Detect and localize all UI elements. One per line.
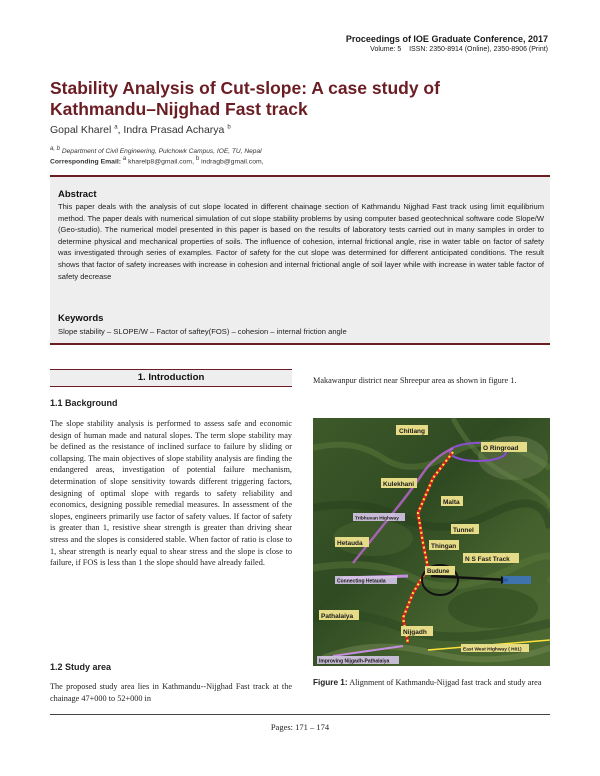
- abstract-box: [50, 175, 550, 345]
- email-sup-b: b: [195, 156, 200, 162]
- corresponding-email: Corresponding Email: $^a$ kharelp8@gmail.com, $^b$ indragb@gmail.com,: [50, 156, 264, 166]
- label-thingan: Thingan: [431, 543, 457, 550]
- title-line-1: Stability Analysis of Cut-slope: A case study of: [50, 78, 440, 98]
- label-tunnel: Tunnel: [453, 527, 474, 534]
- label-improving-road: Improving Nijgadh-Pathalaiya: [319, 658, 390, 665]
- figure-label: Figure 1:: [313, 678, 348, 687]
- paper-title: [50, 78, 550, 120]
- background-paragraph: The slope stability analysis is performed to assess safe and economic design of human made and natural slopes. The term slope stability may be defined as the resistance of inclined surface to failure by sliding or collapsing. The main objectives of slope stability analysis are finding the endangered areas, investigation of potential failure mechanism, determination of slope sensitivity towards different triggering factors, designing of optimal slope with regards to safety reliability and economics, designing possible remedial measures. In assessment of the slopes, engineers primarily use factor of safety values. If factor of safety is greater than 1, resistive shear strength is greater than driving shear stress and the slopes is considered stable. When factor of ratio is close to 1, shear strength is nearly equal to shear stress and the slope is close to failure, if FOS is less than 1 the slope should have already failed.: [50, 419, 292, 568]
- email-address-a[interactable]: kharelp8@gmail.com,: [128, 158, 194, 166]
- affiliation-sup: a, b: [50, 146, 61, 152]
- label-malta: Malta: [443, 499, 460, 506]
- volume: Volume: 5: [370, 46, 402, 53]
- label-east-west-highway: East West Highway ( H01): [463, 647, 522, 653]
- figure-caption-text: Alignment of Kathmandu-Nijgad fast track and study area: [349, 678, 542, 687]
- email-label: Corresponding Email: [50, 158, 119, 166]
- volume-issn: [346, 45, 548, 54]
- author-1-sup: a: [114, 124, 118, 131]
- column2-paragraph: Makawanpur district near Shreepur area as shown in figure 1.: [313, 376, 517, 385]
- author-2: Indra Prasad Acharya: [123, 124, 225, 136]
- study-area-paragraph: The proposed study area lies in Kathmandu--Nijghad Fast track at the chainage 47+000 to 52+000 in: [50, 682, 292, 703]
- keywords-text: Slope stability – SLOPE/W – Factor of saftey(FOS) – cohesion – internal friction angle: [58, 327, 347, 336]
- footer-divider: [50, 714, 550, 715]
- subsection-study-area-heading: 1.2 Study area: [50, 662, 112, 672]
- affiliation: [50, 146, 262, 155]
- journal-header: [346, 34, 548, 54]
- section-introduction-heading: 1. Introduction: [50, 369, 292, 387]
- author-2-sup: b: [227, 124, 231, 131]
- page-range: Pages: 171 – 174: [270, 722, 330, 732]
- keywords-heading: Keywords: [58, 313, 104, 324]
- label-pathalaiya: Pathalaiya: [321, 613, 354, 620]
- label-ns-fast-track: N S Fast Track: [465, 556, 510, 563]
- satellite-map: [313, 418, 550, 666]
- subsection-background-heading: 1.1 Background: [50, 398, 118, 408]
- label-connecting-hetauda: Connecting Hetauda: [337, 578, 386, 585]
- authors: Gopal Kharel $^a$, Indra Prasad Acharya $^b$: [50, 124, 231, 136]
- conference-title: Proceedings of IOE Graduate Conference, 2017: [345, 34, 548, 44]
- study-area-marker: [503, 576, 531, 584]
- title-line-2: Kathmandu–Nijghad Fast track: [50, 99, 308, 119]
- label-chitlang: Chitlang: [399, 428, 425, 435]
- figure-1-map: [313, 418, 550, 666]
- email-sup-a: a: [122, 156, 127, 162]
- label-budune: Budune: [427, 569, 450, 575]
- label-kulekhani: Kulekhani: [383, 481, 415, 488]
- abstract-heading: Abstract: [58, 189, 97, 200]
- figure-1-caption: [313, 677, 550, 689]
- label-hetauda: Hetauda: [337, 540, 363, 547]
- label-tribhuvan-highway: Tribhuvan Highway: [355, 516, 399, 522]
- author-1: Gopal Kharel: [50, 124, 112, 136]
- label-nijgadh: Nijgadh: [403, 629, 427, 636]
- affiliation-text: Department of Civil Engineering, Pulchowk Campus, IOE, TU, Nepal: [61, 148, 262, 156]
- email-address-b[interactable]: indragb@gmail.com,: [201, 158, 264, 166]
- issn: ISSN: 2350-8914 (Online), 2350-8906 (Print): [409, 46, 548, 53]
- abstract-text: This paper deals with the analysis of cut slope located in different chainage section of Kathmandu Nijghad Fast track using limit equilibrium method. The paper deals with numerical simulation of cut slope stability problems by using computer based geotechnical software code Slope/W (Geo-studio). The numerical model presented in this paper is based on the results of laboratory tests carried out in many samples in order to determine physical and mechanical properties of soils. The influence of cohesion, internal frictional angle, rise in water table on factor of safety was investigated through series of examples. Factor of safety for the cut slope was determined for different anticipated conditions. The result shows that factor of safety increases with increase in cohesion and internal frictional angle of soil layer while with increase in water table factor of safety decrease: [58, 202, 544, 281]
- label-ringroad: O Ringroad: [483, 445, 519, 452]
